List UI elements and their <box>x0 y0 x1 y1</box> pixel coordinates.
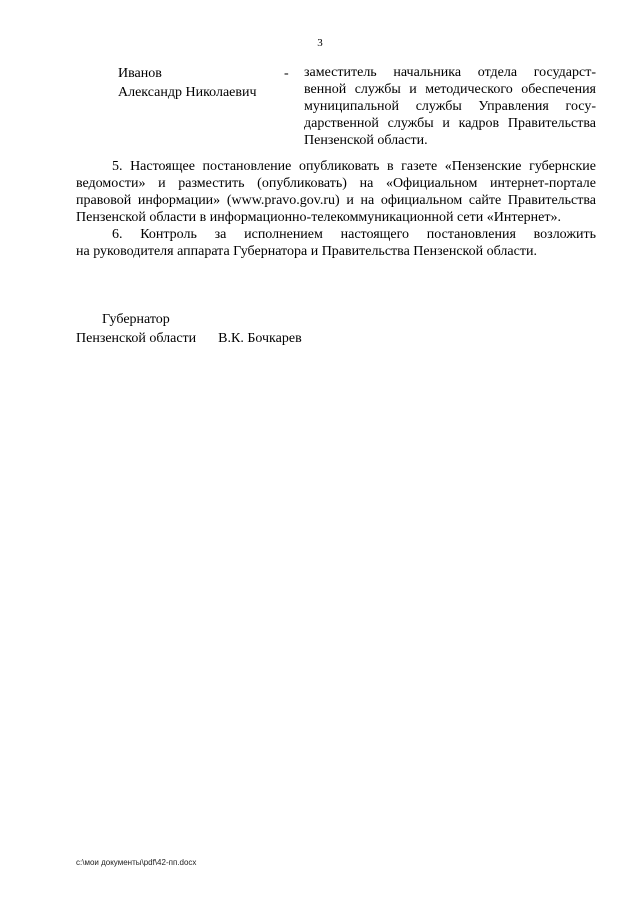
paragraph-line: правовой информации» (www.pravo.gov.ru) и на официальном сайте Правительства <box>76 193 596 208</box>
signatory-name: В.К. Бочкарев <box>218 331 302 346</box>
paragraph-line: 6. Контроль за исполнением настоящего постановления возложить <box>112 227 596 242</box>
paragraph-line: 5. Настоящее постановление опубликовать в газете «Пензенские губернские <box>112 159 596 174</box>
signature-row <box>76 329 396 348</box>
page-number: 3 <box>317 37 323 49</box>
member-position-line: дарственной службы и кадров Правительства <box>304 116 596 131</box>
member-surname: Иванов <box>118 66 162 81</box>
member-position-line: венной службы и методического обеспечения <box>304 82 596 97</box>
member-name <box>118 64 278 102</box>
paragraph-5 <box>76 158 596 226</box>
member-position-line: Пензенской области. <box>304 133 428 148</box>
member-position <box>304 64 596 149</box>
commission-member-entry <box>118 64 596 152</box>
member-position-line: муниципальной службы Управления госу- <box>304 99 596 114</box>
member-given-names: Александр Николаевич <box>118 85 257 100</box>
paragraph-line: Пензенской области в информационно-телекоммуникационной сети «Интернет». <box>76 210 562 225</box>
member-dash: - <box>284 66 289 81</box>
paragraph-6 <box>76 226 596 260</box>
paragraph-line: ведомости» и разместить (опубликовать) на «Официальном интернет-портале <box>76 176 596 191</box>
member-position-line: заместитель начальника отдела государст- <box>304 65 596 80</box>
signature-title-line-1: Губернатор <box>102 312 170 327</box>
file-path-footer: c:\мои документы\pdf\42-пп.docx <box>76 858 197 867</box>
signature-title-line-2: Пензенской области <box>76 331 197 346</box>
signature-block <box>76 310 396 348</box>
paragraph-line: на руководителя аппарата Губернатора и Правительства Пензенской области. <box>76 244 537 259</box>
